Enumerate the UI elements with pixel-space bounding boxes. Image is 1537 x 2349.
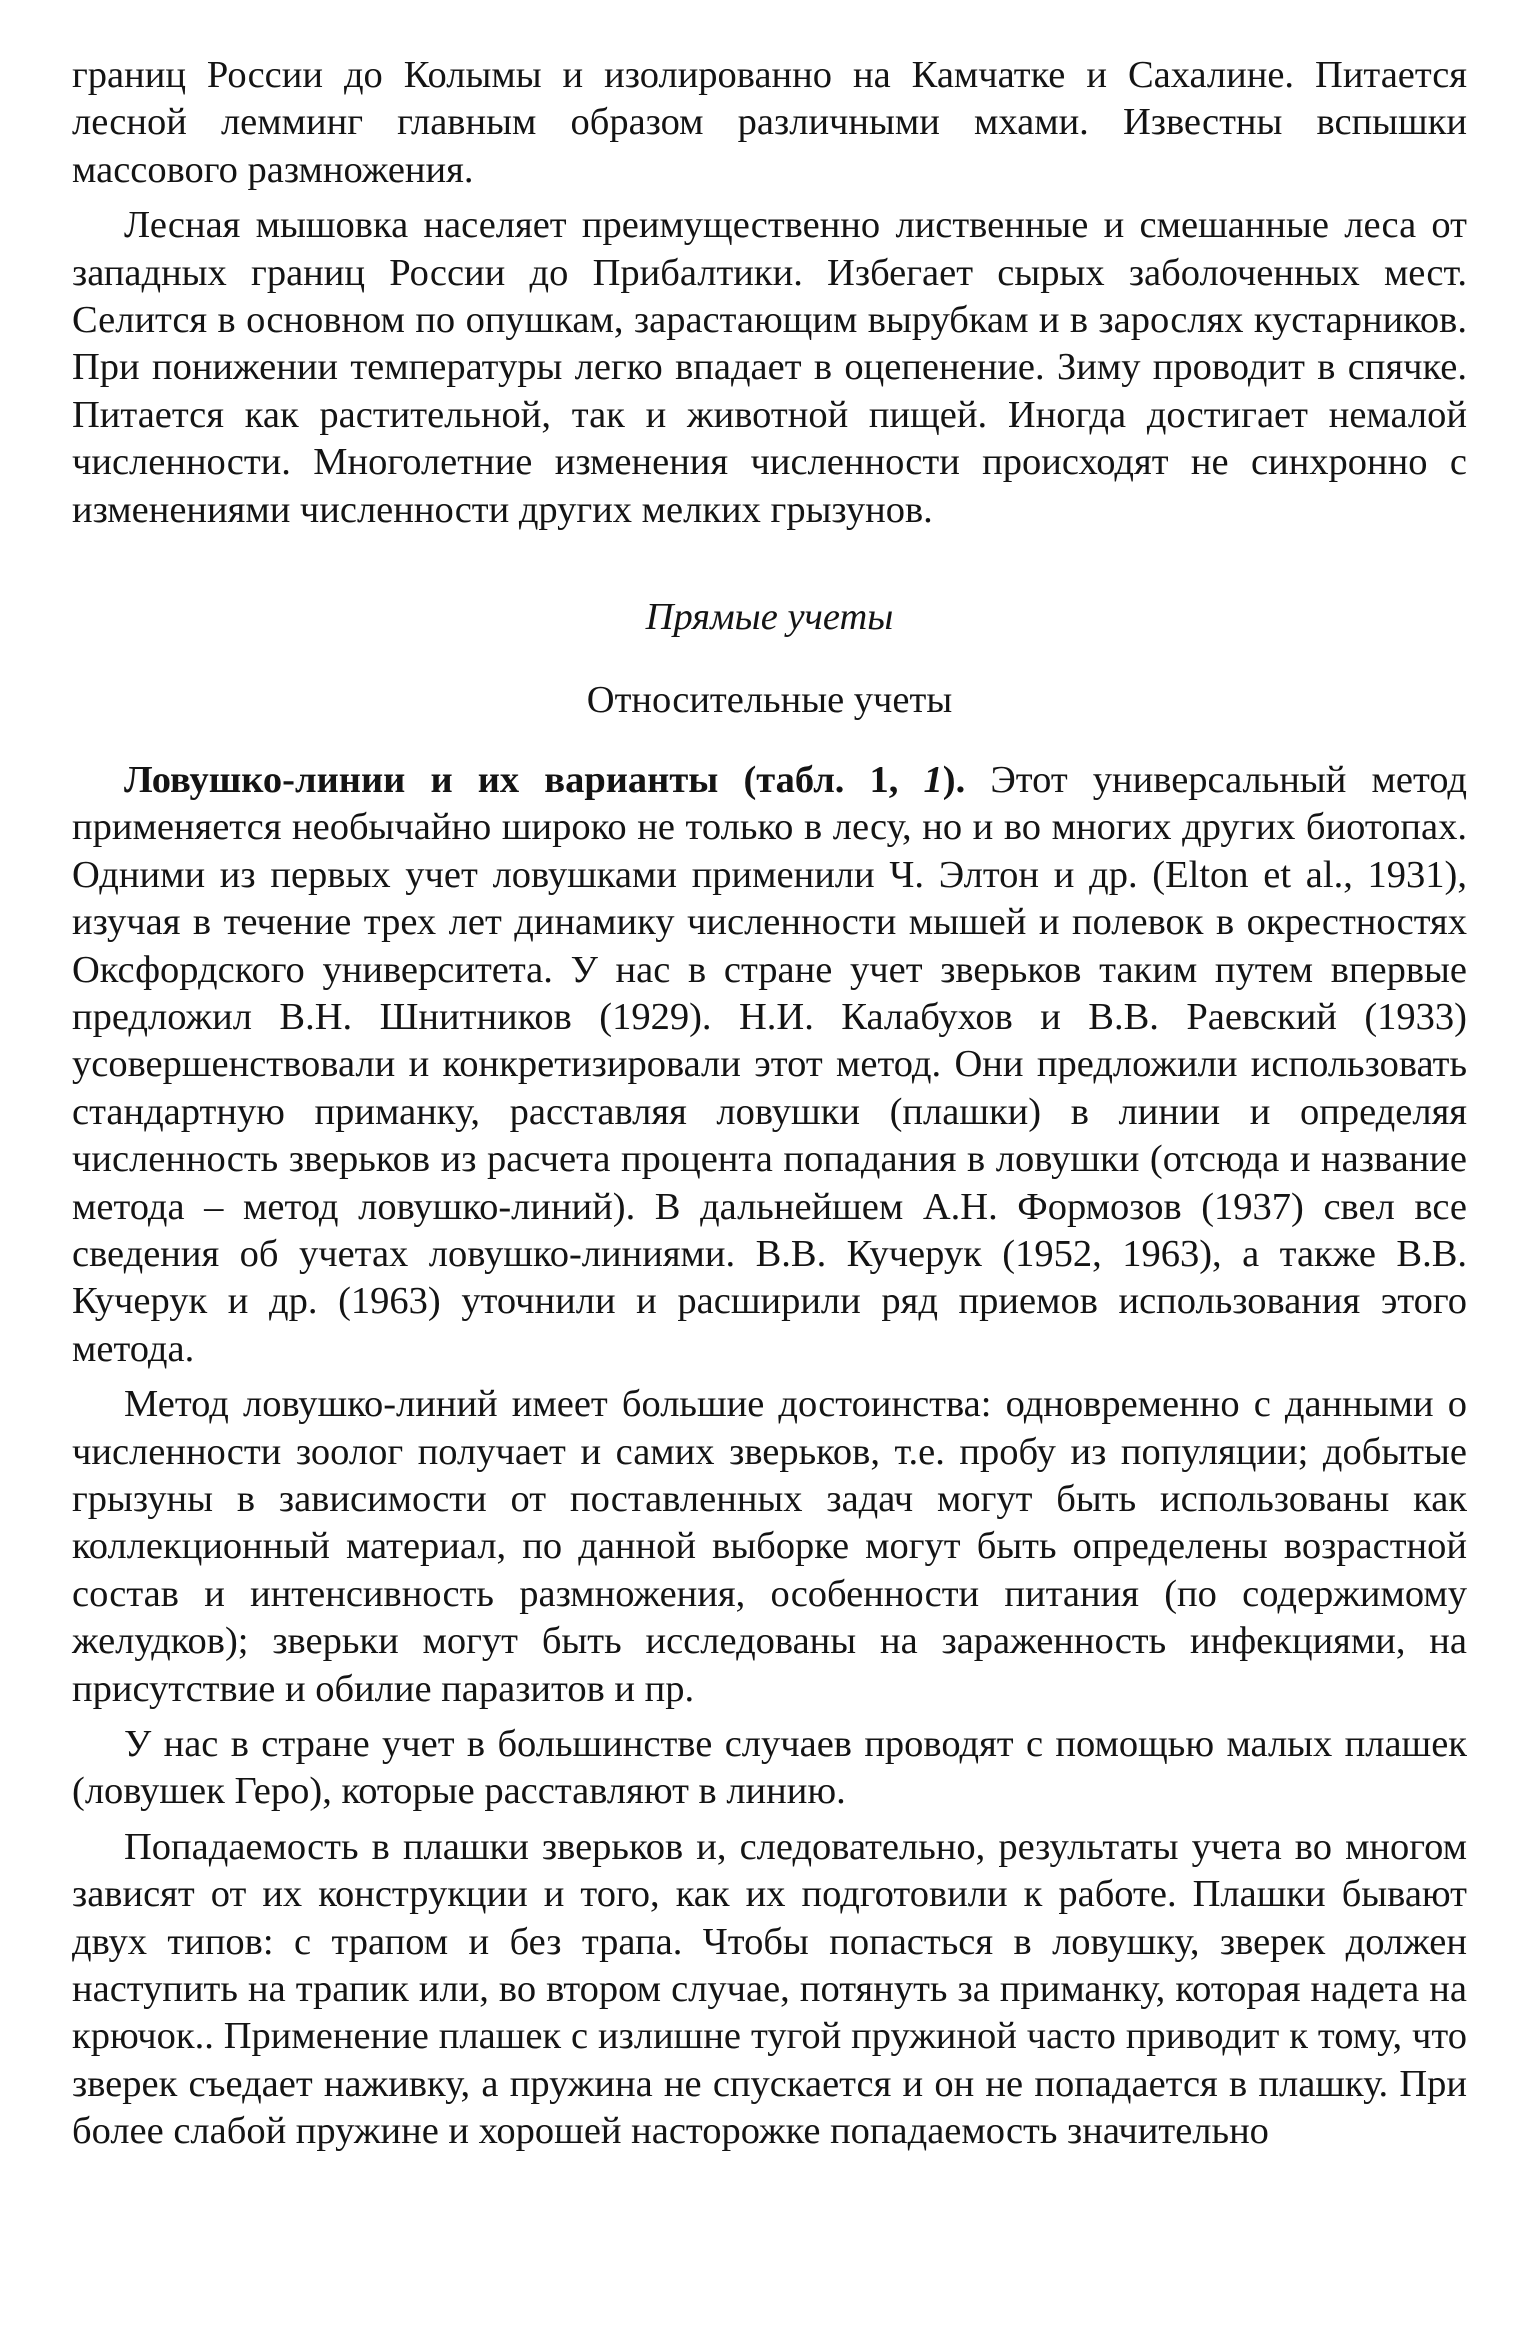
page-text	[72, 52, 1467, 2164]
section-heading-relative-counts: Относительные учеты	[586, 679, 953, 722]
paragraph-continued: границ России до Колымы и изолированно на Камчатке и Сахалине. Питается лесной лемминг главным образом различными мхами. Известны вспышки массового размножения.	[72, 54, 1467, 191]
paragraph-trap-construction: Попадаемость в плашки зверьков и, следовательно, результаты учета во многом зависят от их конструкции и того, как их подготовили к работе. Плашки бывают двух типов: с трапом и без трапа. Чтобы попасться в ловушку, зверек должен наступить на трапик или, во втором случае, потянуть за приманку, которая надета на крючок.. Применение плашек с излишне тугой пружиной часто приводит к тому, что зверек съедает наживку, а пружина не спускается и он не попадается в плашку. При более слабой пружине и хорошей насторожке попадаемость значительно	[72, 1825, 1467, 2153]
paragraph-method-advantages: Метод ловушко-линий имеет большие достоинства: одновременно с данными о численности зоолог получает и самих зверьков, т.е. пробу из популяции; добытые грызуны в зависимости от поставленных задач могут быть использованы как коллекционный материал, по данной выборке могут быть определены возрастной состав и интенсивность размножения, особенности питания (по содержимому желудков); зверьки могут быть исследованы на зараженность инфекциями, на присутствие и обилие паразитов и пр.	[72, 1383, 1467, 1710]
paragraph-lead-title	[124, 759, 965, 801]
paragraph-trap-lines-body: Этот универсальный метод применяется необычайно широко не только в лесу, но и во многих других биотопах. Одними из первых учет ловушками применили Ч. Элтон и др. (Elton et al., 1931), изучая в течение трех лет динамику численности мышей и полевок в окрестностях Оксфордского университета. У нас в стране учет зверьков таким путем впервые предложил В.Н. Шнитников (1929). Н.И. Калабухов и В.В. Раевский (1933) усовершенствовали и конкретизировали этот метод. Они предложили использовать стандартную приманку, расставляя ловушки (плашки) в линии и определяя численность зверьков из расчета процента попадания в ловушки (отсюда и название метода – метод ловушко-линий). В дальнейшем А.Н. Формозов (1937) свел все сведения об учетах ловушко-линиями. В.В. Кучерук (1952, 1963), а также В.В. Кучерук и др. (1963) уточнили и расширили ряд приемов использования этого метода.	[72, 758, 1467, 1370]
paragraph-forest-mouse: Лесная мышовка населяет преимущественно лиственные и смешанные леса от западных границ России до Прибалтики. Избегает сырых заболоченных мест. Селится в основном по опушкам, зарастающим вырубкам и в зарослях кустарников. При понижении температуры легко впадает в оцепенение. Зиму проводит в спячке. Питается как растительной, так и животной пищей. Иногда достигает немалой численности. Многолетние изменения численности происходят не синхронно с изменениями численности других мелких грызунов.	[72, 204, 1467, 531]
paragraph-hero-traps: У нас в стране учет в большинстве случаев проводят с помощью малых плашек (ловушек Геро), которые расставляют в линию.	[72, 1723, 1467, 1813]
lead-title-italic: 1	[923, 758, 943, 801]
paragraph-trap-lines	[72, 757, 1467, 1373]
lead-title-text: Ловушко-линии и их варианты (табл. 1,	[124, 758, 924, 801]
section-heading-direct-counts: Прямые учеты	[645, 596, 894, 639]
lead-title-close: ).	[942, 758, 966, 801]
